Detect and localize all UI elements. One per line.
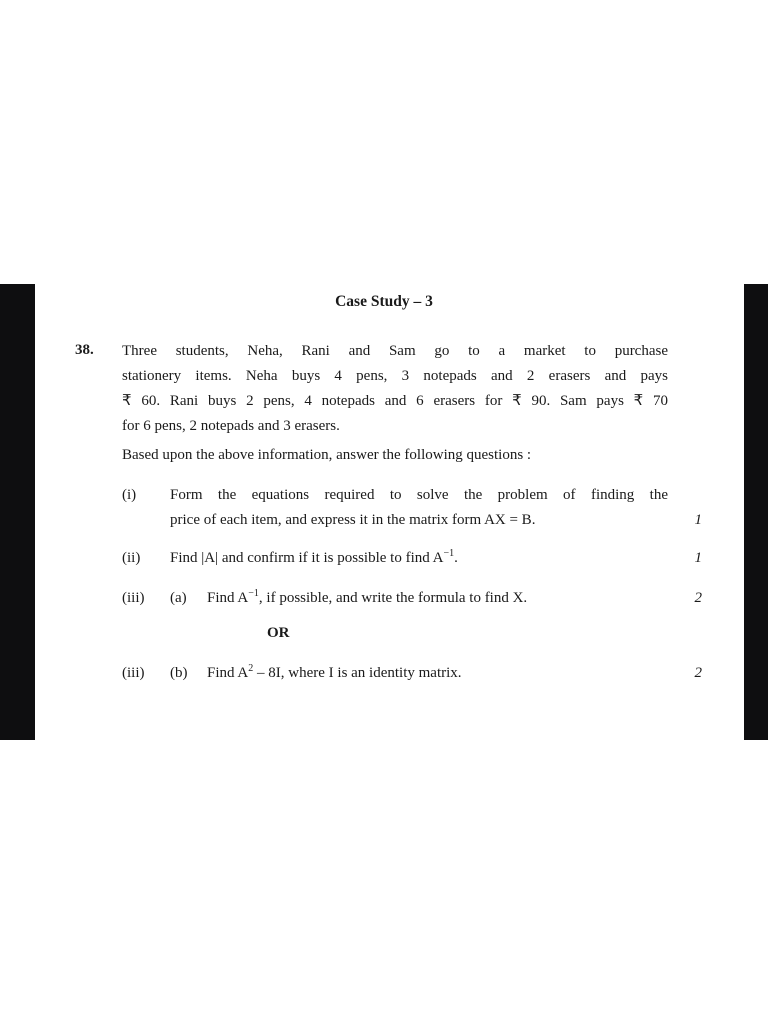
question-stem (122, 339, 668, 439)
part-iii-a-text (207, 586, 527, 611)
stem-line: stationery items. Neha buys 4 pens, 3 notepads and 2 erasers and pays (122, 368, 668, 384)
part-iii-b-marks: 2 (694, 665, 702, 681)
part-iii-a-marks: 2 (694, 590, 702, 606)
part-ii-text-main: Find |A| and confirm if it is possible to find A (170, 550, 444, 566)
inverse-superscript: −1 (248, 588, 259, 599)
part-ii-label: (ii) (122, 550, 141, 566)
part-iii-b-sublabel: (b) (170, 665, 188, 681)
part-iii-b-label: (iii) (122, 665, 145, 681)
part-iii-a-text-end: , if possible, and write the formula to find X. (258, 590, 528, 606)
part-i-marks: 1 (694, 512, 702, 528)
part-i-text (170, 483, 668, 533)
stem-line: ₹ 60. Rani buys 2 pens, 4 notepads and 6 erasers for ₹ 90. Sam pays ₹ 70 (122, 393, 668, 409)
left-letterbox-bar (0, 284, 35, 740)
square-superscript: 2 (248, 663, 254, 674)
part-ii-text (170, 546, 458, 571)
part-iii-a-text-main: Find A (207, 590, 249, 606)
or-separator: OR (267, 625, 290, 641)
part-i-line: price of each item, and express it in the matrix form AX = B. (170, 512, 536, 528)
question-prompt: Based upon the above information, answer the following questions : (122, 447, 532, 463)
part-iii-a-sublabel: (a) (170, 590, 187, 606)
part-ii-marks: 1 (694, 550, 702, 566)
part-ii-text-end: . (454, 550, 458, 566)
case-study-title: Case Study – 3 (335, 293, 433, 310)
part-i-line: Form the equations required to solve the problem of finding the (170, 487, 668, 503)
part-iii-a-label: (iii) (122, 590, 145, 606)
part-iii-b-text-main: Find A (207, 665, 249, 681)
part-i-label: (i) (122, 487, 137, 503)
part-iii-b-text (207, 661, 462, 686)
stem-line: Three students, Neha, Rani and Sam go to a market to purchase (122, 343, 668, 359)
inverse-superscript: −1 (443, 548, 455, 559)
question-number: 38. (75, 342, 94, 358)
stem-line: for 6 pens, 2 notepads and 3 erasers. (122, 418, 340, 434)
part-iii-b-text-end: – 8I, where I is an identity matrix. (253, 665, 462, 681)
right-letterbox-bar (744, 284, 768, 740)
